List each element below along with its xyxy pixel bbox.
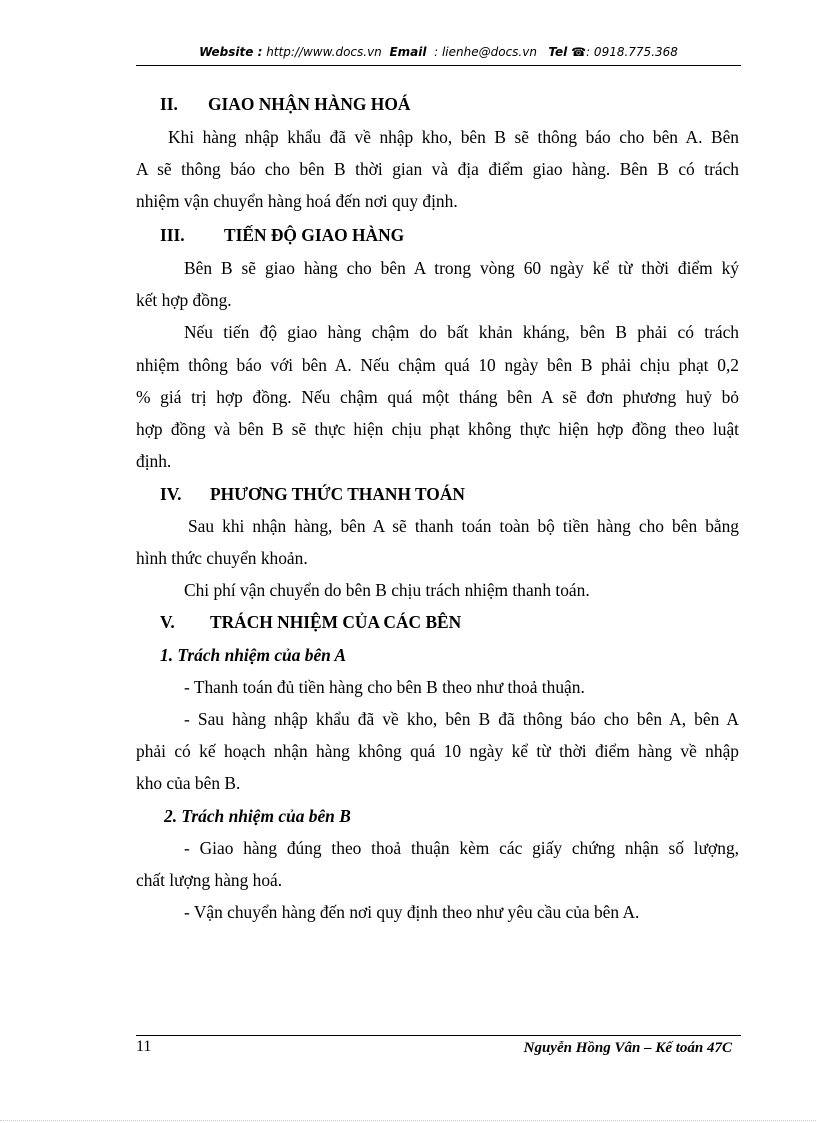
section-number: II. bbox=[160, 94, 178, 114]
page-number: 11 bbox=[136, 1038, 152, 1055]
section-title: TRÁCH NHIỆM CỦA CÁC BÊN bbox=[210, 612, 462, 632]
section-title: TIẾN ĐỘ GIAO HÀNG bbox=[224, 225, 405, 245]
paragraph-line: hình thức chuyển khoản. bbox=[136, 548, 308, 568]
paragraph-line: kết hợp đồng. bbox=[136, 290, 232, 310]
email-value[interactable]: : lienhe@docs.vn bbox=[434, 45, 537, 59]
tel-label: Tel bbox=[548, 45, 568, 59]
section-heading-v bbox=[160, 612, 461, 633]
footer-author: Nguyễn Hồng Vân – Kế toán 47C bbox=[523, 1040, 732, 1056]
paragraph-line: Nếu tiến độ giao hàng chậm do bất khản kháng, bên B phải có trách bbox=[184, 322, 739, 342]
page-header bbox=[136, 45, 741, 66]
paragraph-line: kho của bên B. bbox=[136, 773, 241, 793]
paragraph-line: Sau khi nhận hàng, bên A sẽ thanh toán toàn bộ tiền hàng cho bên bằng bbox=[188, 516, 739, 536]
section-heading-ii bbox=[160, 94, 410, 115]
subsection-heading-b: 2. Trách nhiệm của bên B bbox=[164, 806, 351, 826]
paragraph-line: Khi hàng nhập khẩu đã về nhập kho, bên B sẽ thông báo cho bên A. Bên bbox=[168, 127, 739, 147]
phone-icon: ☎ bbox=[571, 45, 587, 59]
paragraph-line: chất lượng hàng hoá. bbox=[136, 870, 283, 890]
paragraph-line: nhiệm vận chuyển hàng hoá đến nơi quy định. bbox=[136, 191, 458, 211]
section-title: PHƯƠNG THỨC THANH TOÁN bbox=[210, 484, 465, 504]
paragraph-line: nhiệm thông báo với bên A. Nếu chậm quá 10 ngày bên B phải chịu phạt 0,2 bbox=[136, 355, 739, 375]
section-number: V. bbox=[160, 612, 175, 632]
footer-rule bbox=[136, 1035, 741, 1036]
page-edge bbox=[0, 1120, 816, 1121]
paragraph-line: - Giao hàng đúng theo thoả thuận kèm các giấy chứng nhận số lượng, bbox=[184, 838, 739, 858]
section-number: III. bbox=[160, 225, 185, 245]
paragraph-line: % giá trị hợp đồng. Nếu chậm quá một tháng bên A sẽ đơn phương huỷ bỏ bbox=[136, 387, 739, 407]
section-heading-iii bbox=[160, 225, 404, 246]
subsection-heading-a: 1. Trách nhiệm của bên A bbox=[160, 645, 347, 665]
website-url[interactable]: http://www.docs.vn bbox=[266, 45, 382, 59]
tel-value: : 0918.775.368 bbox=[586, 45, 678, 59]
paragraph-line: - Thanh toán đủ tiền hàng cho bên B theo như thoả thuận. bbox=[184, 677, 585, 697]
paragraph-line: - Vận chuyển hàng đến nơi quy định theo như yêu cầu của bên A. bbox=[184, 902, 640, 922]
paragraph-line: Chi phí vận chuyển do bên B chịu trách nhiệm thanh toán. bbox=[184, 580, 590, 600]
paragraph-line: định. bbox=[136, 451, 172, 471]
paragraph-line: A sẽ thông báo cho bên B thời gian và địa điểm giao hàng. Bên B có trách bbox=[136, 159, 739, 179]
paragraph-line: hợp đồng và bên B sẽ thực hiện chịu phạt không thực hiện hợp đồng theo luật bbox=[136, 419, 739, 439]
website-label: Website : bbox=[199, 45, 263, 59]
section-heading-iv bbox=[160, 484, 465, 505]
email-label: Email bbox=[389, 45, 427, 59]
paragraph-line: - Sau hàng nhập khẩu đã về kho, bên B đã thông báo cho bên A, bên A bbox=[184, 709, 739, 729]
paragraph-line: phải có kế hoạch nhận hàng không quá 10 ngày kể từ thời điểm hàng về nhập bbox=[136, 741, 739, 761]
section-number: IV. bbox=[160, 484, 182, 504]
paragraph-line: Bên B sẽ giao hàng cho bên A trong vòng 60 ngày kể từ thời điểm ký bbox=[184, 258, 739, 278]
section-title: GIAO NHẬN HÀNG HOÁ bbox=[208, 94, 411, 114]
